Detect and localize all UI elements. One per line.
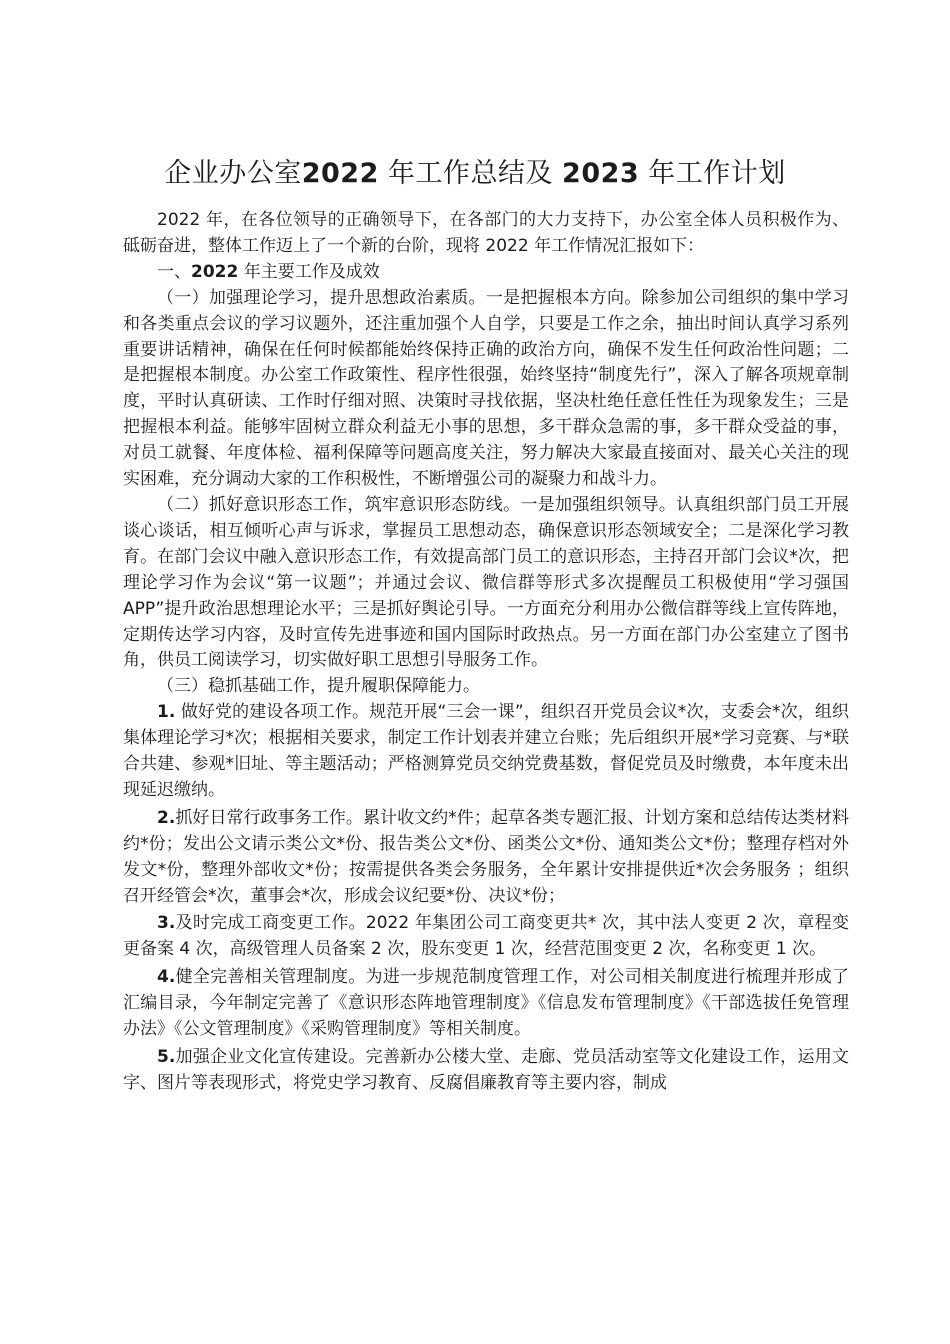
- paragraph-ideology-work: （二）抓好意识形态工作，筑牢意识形态防线。一是加强组织领导。认真组织部门员工开展谈心谈话，相互倾听心声与诉求，掌握员工思想动态，确保意识形态领域安全；二是深化学习教育。在部门会议中融入意识形态工作，有效提高部门员工的意识形态，主持召开部门会议*次，把理论学习作为会议“第一议题”；并通过会议、微信群等形式多次提醒员工积极使用“学习强国 APP”提升政治思想理论水平；三是抓好舆论引导。一方面充分利用办公微信群等线上宣传阵地，定期传达学习内容，及时宣传先进事迹和国内国际时政热点。另一方面在部门办公室建立了图书角，供员工阅读学习，切实做好职工思想引导服务工作。: [123, 494, 849, 671]
- list-item-number: 4.: [157, 967, 176, 988]
- document-title: [0, 152, 950, 196]
- title-part-2: 年工作总结及: [387, 158, 553, 189]
- section-heading: [123, 260, 849, 286]
- title-part-1: 企业办公室: [164, 158, 302, 189]
- paragraph-basic-work: （三）稳抓基础工作，提升履职保障能力。: [157, 676, 480, 697]
- list-item-text: 加强企业文化宣传建设。完善新办公楼大堂、走廊、党员活动室等文化建设工作，运用文字、图片等表现形式，将党史学习教育、反腐倡廉教育等主要内容，制成: [123, 1047, 849, 1093]
- list-item-text: 及时完成工商变更工作。2022 年集团公司工商变更共* 次，其中法人变更 2 次，章程变更备案 4 次，高级管理人员备案 2 次，股东变更 1 次，经营范围变更 2 次，名称变更 1 次。: [123, 913, 849, 960]
- intro-paragraph: 2022 年，在各位领导的正确领导下，在各部门的大力支持下，办公室全体人员积极作为、砥砺奋进，整体工作迈上了一个新的台阶，现将 2022 年工作情况汇报如下：: [123, 210, 849, 256]
- list-item-number: 2.: [157, 807, 176, 828]
- list-item-management-system: [123, 965, 849, 1043]
- list-item-party-building: [123, 700, 849, 804]
- list-item-business-change: [123, 911, 849, 963]
- list-item-number: 1.: [157, 702, 176, 723]
- list-item-number: 3.: [157, 913, 176, 934]
- document-body: [123, 208, 849, 1097]
- section-heading-prefix: 一、: [157, 261, 191, 282]
- list-item-culture-promotion: [123, 1045, 849, 1097]
- title-year-2022: 2022: [301, 158, 379, 189]
- paragraph-theory-study: （一）加强理论学习，提升思想政治素质。一是把握根本方向。除参加公司组织的集中学习和各类重点会议的学习议题外，还注重加强个人自学，只要是工作之余，抽出时间认真学习系列重要讲话精神，确保在任何时候都能始终保持正确的政治方向，确保不发生任何政治性问题；二是把握根本制度。办公室工作政策性、程序性很强，始终坚持“制度先行”，深入了解各项规章制度，平时认真研读、工作时仔细对照、决策时寻找依据，坚决杜绝任意任性任为现象发生；三是把握根本利益。能够牢固树立群众利益无小事的思想，多干群众急需的事，多干群众受益的事，对员工就餐、年度体检、福利保障等问题高度关注，努力解决大家最直接面对、最关心关注的现实困难，充分调动大家的工作积极性，不断增强公司的凝聚力和战斗力。: [123, 287, 849, 490]
- title-part-3: 年工作计划: [648, 158, 786, 189]
- list-item-text: 健全完善相关管理制度。为进一步规范制度管理工作，对公司相关制度进行梳理并形成了汇编目录，今年制定完善了《意识形态阵地管理制度》《信息发布管理制度》《干部选拔任免管理办法》《公文管理制度》《采购管理制度》等相关制度。: [123, 967, 849, 1040]
- title-year-2023: 2023: [562, 158, 640, 189]
- section-heading-year: 2022: [191, 261, 239, 282]
- list-item-text: 做好党的建设各项工作。规范开展“三会一课”，组织召开党员会议*次，支委会*次，组织集体理论学习*次；根据相关要求，制定工作计划表并建立台账；先后组织开展*学习竞赛、与*联合共建、参观*旧址、等主题活动；严格测算党员交纳党费基数，督促党员及时缴费，本年度未出现延迟缴纳。: [123, 702, 849, 800]
- list-item-text: 抓好日常行政事务工作。累计收文约*件；起草各类专题汇报、计划方案和总结传达类材料约*份；发出公文请示类公文*份、报告类公文*份、函类公文*份、通知类公文*份；整理存档对外发文*份，整理外部收文*份；按需提供各类会务服务，全年累计安排提供近*次会务服务 ；组织召开经管会*次，董事会*次，形成会议纪要*份、决议*份；: [123, 807, 849, 906]
- list-item-admin-affairs: [123, 806, 849, 910]
- list-item-number: 5.: [157, 1047, 176, 1067]
- section-heading-text: 年主要工作及成效: [238, 261, 380, 282]
